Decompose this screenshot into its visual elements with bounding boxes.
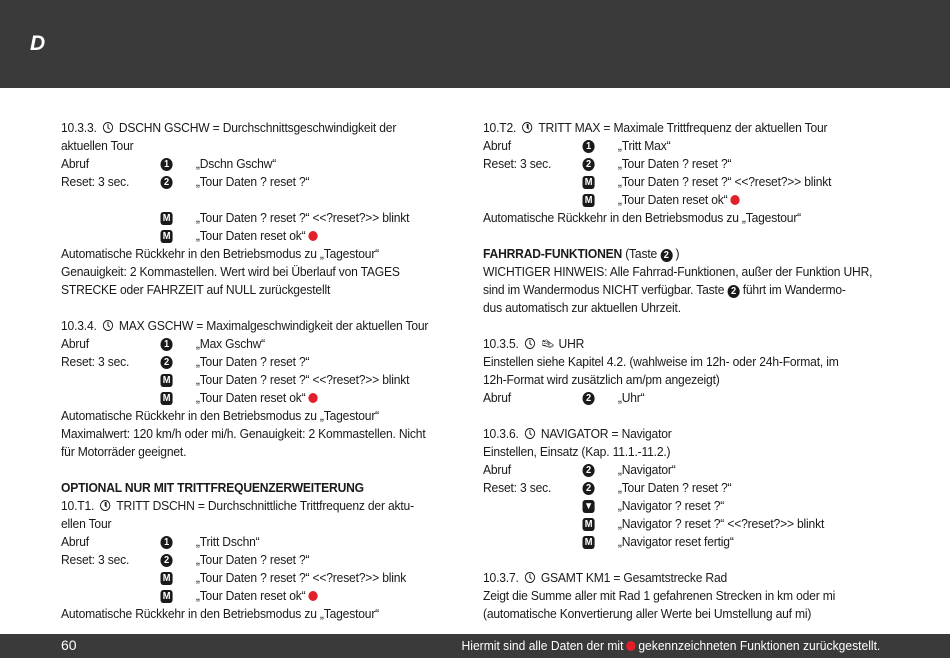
instruction-row: Abruf 2 „Navigator“ bbox=[483, 462, 676, 477]
section-title: 10.3.3. DSCHN GSCHW = Durchschnittsgeschwindigkeit der bbox=[61, 120, 397, 135]
instruction-row: Reset: 3 sec. 2 „Tour Daten ? reset ?“ bbox=[61, 552, 310, 567]
clock-icon bbox=[101, 500, 111, 511]
page-header bbox=[0, 0, 950, 88]
instruction-row: ▼ „Navigator ? reset ?“ bbox=[584, 498, 725, 513]
clock-icon bbox=[523, 122, 533, 133]
left-column bbox=[61, 119, 456, 623]
clock-icon bbox=[103, 320, 113, 331]
footer-note: Hiermit sind alle Daten der mit gekennzeichneten Funktionen zurückgestellt. bbox=[461, 638, 880, 653]
key-2-icon: 2 bbox=[583, 392, 595, 405]
shoe-icon: 👟︎ bbox=[540, 337, 555, 351]
page-number: 60 bbox=[61, 637, 77, 653]
text-line: Zeigt die Summe aller mit Rad 1 gefahrenen Strecken in km oder mi bbox=[483, 588, 836, 603]
instruction-row: Abruf 1 „Tritt Dschn“ bbox=[61, 534, 260, 549]
instruction-row: Reset: 3 sec. 2 „Tour Daten ? reset ?“ bbox=[61, 354, 310, 369]
section-title-cont: aktuellen Tour bbox=[61, 138, 134, 153]
section-title: 10.3.7. GSAMT KM1 = Gesamtstrecke Rad bbox=[483, 570, 728, 585]
instruction-row: Reset: 3 sec. 2 „Tour Daten ? reset ?“ bbox=[61, 174, 310, 189]
key-1-icon: 1 bbox=[161, 338, 173, 351]
instruction-row: M „Tour Daten ? reset ?“ <<?reset?>> blink bbox=[61, 569, 456, 587]
instruction-row: Reset: 3 sec. 2 „Tour Daten ? reset ?“ bbox=[483, 156, 732, 171]
clock-icon bbox=[525, 572, 535, 583]
section-heading: FAHRRAD-FUNKTIONEN (Taste 2 ) bbox=[483, 246, 680, 261]
key-m-icon: M bbox=[161, 230, 173, 243]
text-line: WICHTIGER HINWEIS: Alle Fahrrad-Funktionen, außer der Funktion UHR, bbox=[483, 264, 873, 279]
key-m-icon: M bbox=[583, 536, 595, 549]
text-line: Automatische Rückkehr in den Betriebsmodus zu „Tagestour“ bbox=[61, 246, 380, 261]
instruction-row: Abruf 2 „Uhr“ bbox=[483, 390, 645, 405]
clock-icon bbox=[103, 122, 113, 133]
key-2-icon: 2 bbox=[660, 249, 672, 262]
instruction-row: Abruf 1 „Tritt Max“ bbox=[483, 138, 671, 153]
text-line: STRECKE oder FAHRZEIT auf NULL zurückgestellt bbox=[61, 282, 331, 297]
instruction-row: M „Tour Daten ? reset ?“ <<?reset?>> blinkt bbox=[61, 209, 456, 227]
section-title: 10.3.4. MAX GSCHW = Maximalgeschwindigkeit der aktuellen Tour bbox=[61, 318, 429, 333]
clock-icon bbox=[525, 428, 535, 439]
key-2-icon: 2 bbox=[727, 285, 739, 298]
instruction-row: M „Tour Daten reset ok“ bbox=[61, 227, 456, 245]
section-title: 10.3.5. 👟︎ UHR bbox=[483, 336, 585, 351]
text-line: 12h-Format wird zusätzlich am/pm angezeigt) bbox=[483, 372, 720, 387]
key-1-icon: 1 bbox=[583, 140, 595, 153]
key-m-icon: M bbox=[583, 194, 595, 207]
text-line: Automatische Rückkehr in den Betriebsmodus zu „Tagestour“ bbox=[483, 210, 802, 225]
text-line: für Motorräder geeignet. bbox=[61, 444, 187, 459]
instruction-row: Abruf 1 „Dschn Gschw“ bbox=[61, 156, 277, 171]
red-dot-icon bbox=[308, 591, 317, 601]
key-1-icon: 1 bbox=[161, 158, 173, 171]
text-line: dus automatisch zur aktuellen Uhrzeit. bbox=[483, 300, 681, 315]
text-line: Genauigkeit: 2 Kommastellen. Wert wird bei Überlauf von TAGES bbox=[61, 264, 400, 279]
key-m-icon: M bbox=[583, 176, 595, 189]
red-dot-icon bbox=[730, 195, 739, 205]
key-m-icon: M bbox=[161, 374, 173, 387]
text-line: Automatische Rückkehr in den Betriebsmodus zu „Tagestour“ bbox=[61, 606, 380, 621]
page-footer bbox=[0, 634, 950, 658]
key-down-icon: ▼ bbox=[584, 500, 594, 512]
text-line: Einstellen, Einsatz (Kap. 11.1.-11.2.) bbox=[483, 444, 671, 459]
instruction-row: M „Tour Daten reset ok“ bbox=[483, 191, 883, 209]
instruction-row: M „Tour Daten reset ok“ bbox=[61, 587, 456, 605]
key-2-icon: 2 bbox=[161, 356, 173, 369]
key-m-icon: M bbox=[583, 518, 595, 531]
instruction-row: Reset: 3 sec. 2 „Tour Daten ? reset ?“ bbox=[483, 480, 732, 495]
section-title: 10.T2. TRITT MAX = Maximale Trittfrequenz der aktuellen Tour bbox=[483, 120, 828, 135]
text-line: Maximalwert: 120 km/h oder mi/h. Genauigkeit: 2 Kommastellen. Nicht bbox=[61, 426, 426, 441]
clock-icon bbox=[525, 338, 535, 349]
section-title-cont: ellen Tour bbox=[61, 516, 112, 531]
red-dot-icon bbox=[626, 641, 635, 651]
key-2-icon: 2 bbox=[161, 176, 173, 189]
red-dot-icon bbox=[308, 393, 317, 403]
text-line: (automatische Konvertierung aller Werte bei Umstellung auf mi) bbox=[483, 606, 812, 621]
key-2-icon: 2 bbox=[583, 464, 595, 477]
section-title: 10.3.6. NAVIGATOR = Navigator bbox=[483, 426, 672, 441]
text-line: Automatische Rückkehr in den Betriebsmodus zu „Tagestour“ bbox=[61, 408, 380, 423]
key-2-icon: 2 bbox=[583, 482, 595, 495]
instruction-row: M „Tour Daten reset ok“ bbox=[61, 389, 456, 407]
key-m-icon: M bbox=[161, 590, 173, 603]
red-dot-icon bbox=[308, 231, 317, 241]
language-label: D bbox=[30, 32, 46, 55]
instruction-row: M „Navigator ? reset ?“ <<?reset?>> blinkt bbox=[483, 515, 883, 533]
text-line: Einstellen siehe Kapitel 4.2. (wahlweise im 12h- oder 24h-Format, im bbox=[483, 354, 839, 369]
key-2-icon: 2 bbox=[583, 158, 595, 171]
section-heading: OPTIONAL NUR MIT TRITTFREQUENZERWEITERUNG bbox=[61, 480, 364, 495]
instruction-row: M „Navigator reset fertig“ bbox=[483, 533, 883, 551]
instruction-row: M „Tour Daten ? reset ?“ <<?reset?>> blinkt bbox=[61, 371, 456, 389]
right-column bbox=[483, 119, 883, 623]
text-line: sind im Wandermodus NICHT verfügbar. Taste 2 führt im Wandermo- bbox=[483, 282, 846, 297]
key-m-icon: M bbox=[161, 572, 173, 585]
instruction-row: Abruf 1 „Max Gschw“ bbox=[61, 336, 266, 351]
instruction-row: M „Tour Daten ? reset ?“ <<?reset?>> blinkt bbox=[483, 173, 883, 191]
key-1-icon: 1 bbox=[161, 536, 173, 549]
key-2-icon: 2 bbox=[161, 554, 173, 567]
key-m-icon: M bbox=[161, 212, 173, 225]
key-m-icon: M bbox=[161, 392, 173, 405]
section-title: 10.T1. TRITT DSCHN = Durchschnittliche Trittfrequenz der aktu- bbox=[61, 498, 414, 513]
